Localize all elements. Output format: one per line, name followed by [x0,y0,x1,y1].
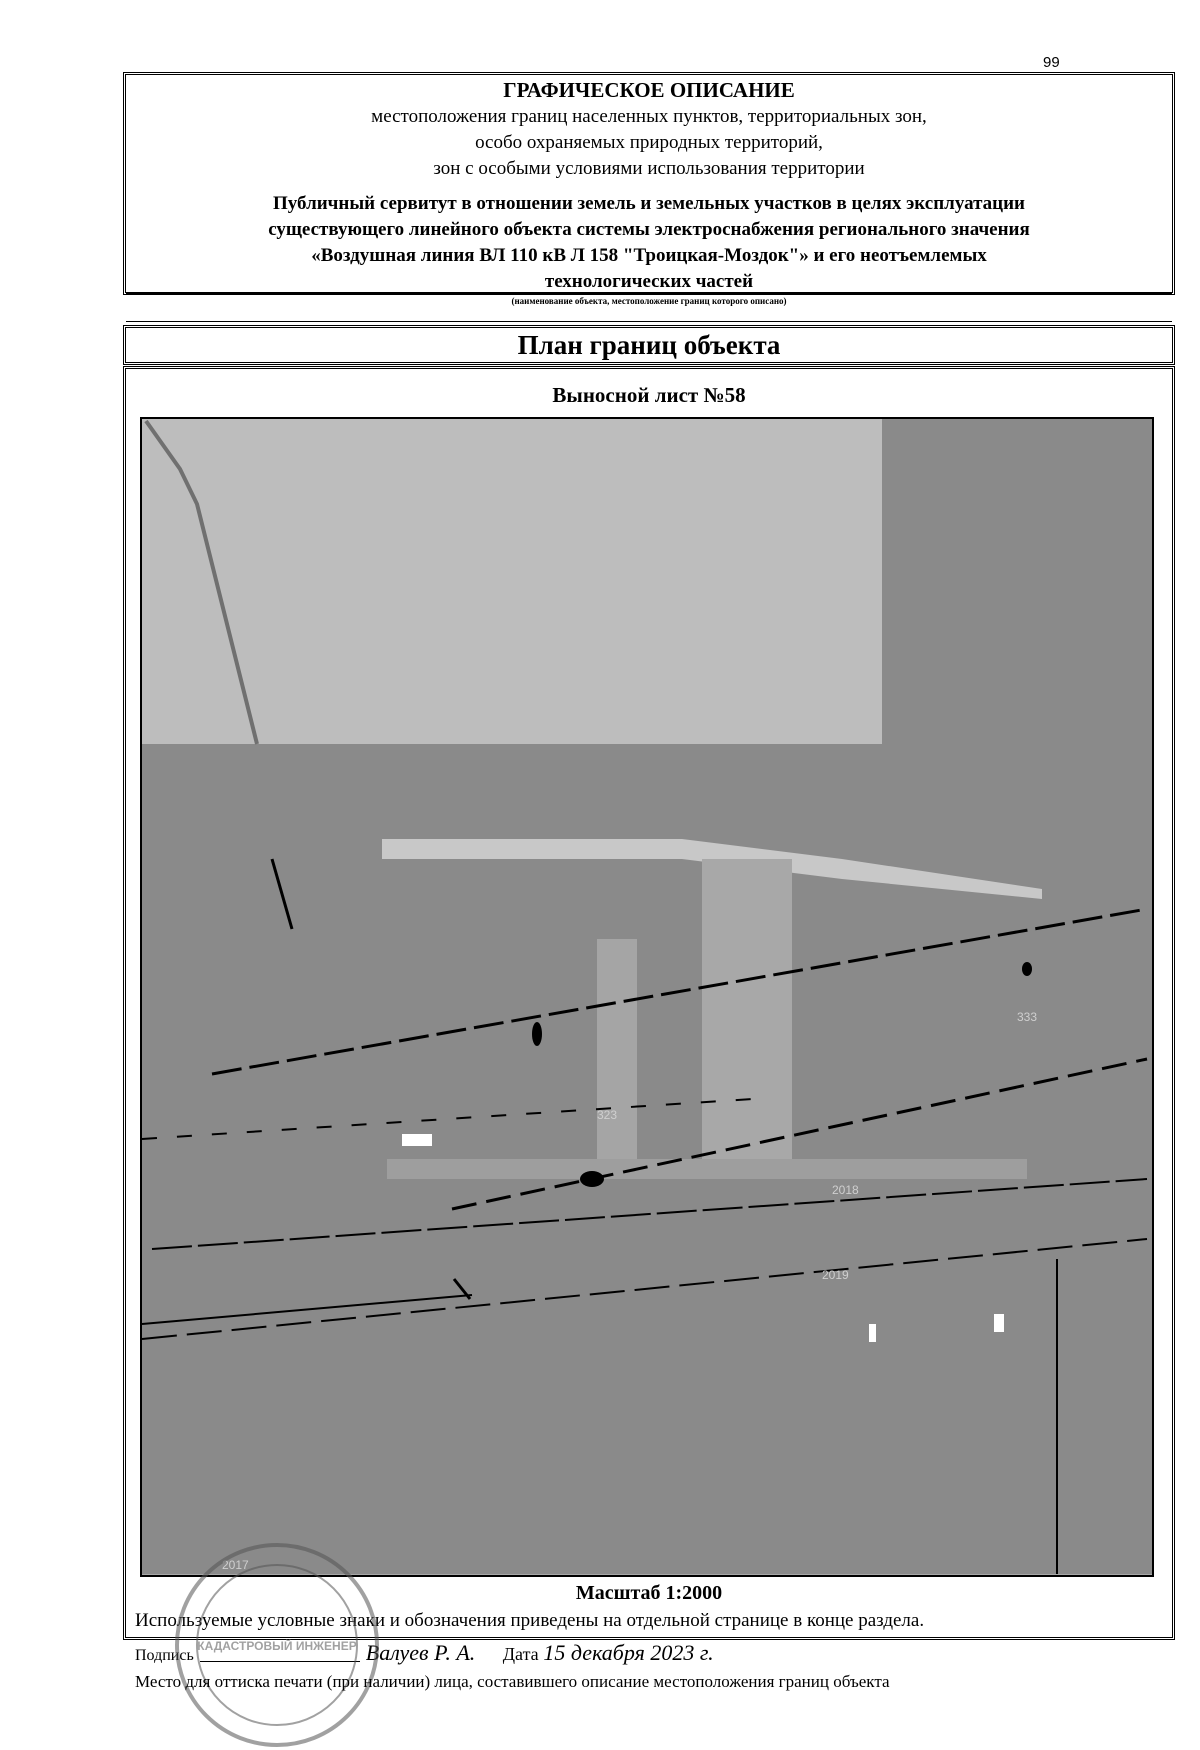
map-white-mark-1 [402,1134,432,1146]
document-title: ГРАФИЧЕСКОЕ ОПИСАНИЕ [503,78,795,102]
plan-title: План границ объекта [517,330,781,360]
object-line-3: «Воздушная линия ВЛ 110 кВ Л 158 "Троицкая-Моздок"» и его неотъемлемых [311,245,987,266]
map-graphic [142,419,1152,1577]
map-blot-2 [580,1171,604,1187]
subtitle-line-2: особо охраняемых природных территорий, [475,132,823,153]
stamp-seal [172,1540,382,1750]
map-label-2019: 2019 [822,1268,849,1282]
map-line-1 [212,909,1147,1074]
map-light-strip [387,1159,1027,1179]
object-line-1: Публичный сервитут в отношении земель и земельных участков в целях эксплуатации [273,193,1025,214]
date-value: 15 декабря 2023 г. [543,1640,714,1665]
map-label-333: 333 [1017,1010,1038,1024]
map-line-6 [142,1099,752,1139]
seal-note: Место для оттиска печати (при наличии) лица, составившего описание местоположения границ объекта [135,1672,890,1691]
sheet-title: Выносной лист №58 [552,383,746,407]
map-label-323: 323 [597,1108,618,1122]
subtitle-line-1: местоположения границ населенных пунктов, территориальных зон, [371,106,927,127]
subtitle-line-3: зон с особыми условиями использования территории [433,158,865,179]
map-light-area [142,419,882,744]
signature-name: Валуев Р. А. [365,1640,476,1665]
map-building-area [702,859,792,1159]
map-line-5 [142,1295,472,1324]
map-patch-a [597,939,637,1169]
object-line-2: существующего линейного объекта системы электроснабжения регионального значения [268,219,1030,240]
object-line-4: технологических частей [544,271,754,292]
map-image [140,417,1154,1577]
signature-label: Подпись [135,1647,194,1664]
map-label-2018: 2018 [832,1183,859,1197]
map-blot-1 [532,1022,542,1046]
svg-text:КАДАСТРОВЫЙ ИНЖЕНЕР: КАДАСТРОВЫЙ ИНЖЕНЕР [197,1639,357,1653]
page-number: 99 [1043,54,1060,71]
legend-note: Используемые условные знаки и обозначения приведены на отдельной странице в конце раздела. [135,1610,925,1631]
map-scale: Масштаб 1:2000 [575,1582,723,1604]
map-label-2017: 2017 [222,1558,249,1572]
map-dark-area [882,419,1152,744]
map-mark-1 [272,859,292,929]
map-white-mark-3 [994,1314,1004,1332]
map-white-mark-2 [869,1324,876,1342]
header-divider-2 [126,321,1172,322]
map-blot-3 [1022,962,1032,976]
object-caption: (наименование объекта, местоположение границ которого описано) [511,296,787,306]
header-divider-1 [126,293,1172,294]
date-label: Дата [502,1644,539,1664]
map-line-3 [152,1179,1147,1249]
